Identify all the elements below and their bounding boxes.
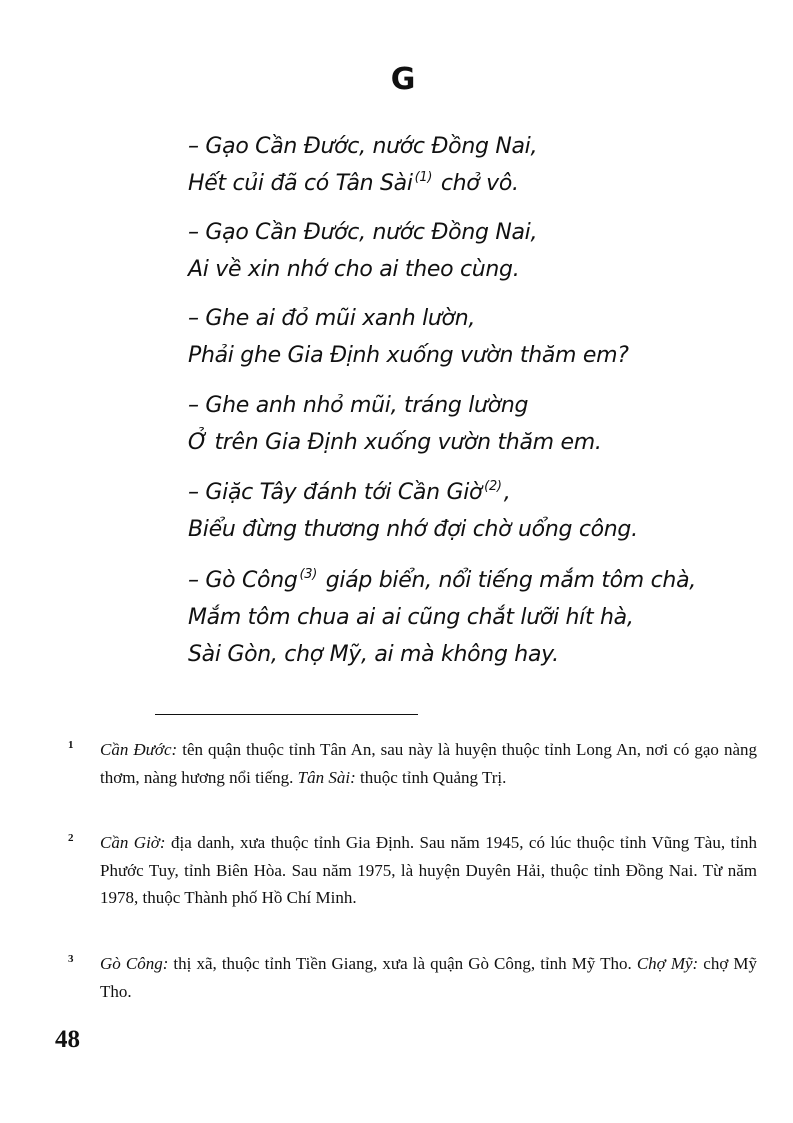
footnote-term: Cần Đước: <box>100 740 178 759</box>
verse-line: – Gạo Cần Đước, nước Đồng Nai, <box>188 220 538 245</box>
verse-line: Sài Gòn, chợ Mỹ, ai mà không hay. <box>188 642 559 667</box>
footnote-ref: (1) <box>414 170 433 185</box>
verse-text: – Giặc Tây đánh tới Cần Giờ <box>188 480 483 505</box>
verse-text: giáp biển, nổi tiếng mắm tôm chà, <box>319 568 696 593</box>
footnote-text: thuộc tỉnh Quảng Trị. <box>355 767 507 787</box>
verse-line: – Ghe anh nhỏ mũi, tráng lường <box>188 393 529 418</box>
footnote-term: Chợ Mỹ: <box>636 954 699 973</box>
verse-line <box>188 165 748 202</box>
footnote-2 <box>68 829 757 912</box>
page-number: 48 <box>55 1026 80 1053</box>
section-letter-heading: G <box>390 62 416 97</box>
verse-stanza-2 <box>188 214 748 288</box>
footnote-text: thị xã, thuộc tỉnh Tiền Giang, xưa là quận Gò Công, tỉnh Mỹ Tho. <box>168 954 637 973</box>
verse-line: – Ghe ai đỏ mũi xanh lườn, <box>188 306 476 331</box>
footnote-ref: (3) <box>299 567 318 582</box>
footnote-1 <box>68 736 757 791</box>
footnote-text: chợ Mỹ Tho. <box>100 954 758 1001</box>
verse-line: Ở trên Gia Định xuống vườn thăm em. <box>188 430 602 455</box>
footnote-number: 2 <box>68 832 74 844</box>
footnote-text: tên quận thuộc tỉnh Tân An, sau này là huyện thuộc tỉnh Long An, nơi có gạo nàng thơm, nàng hương nổi tiếng. <box>100 740 757 787</box>
footnote-ref: (2) <box>484 479 502 494</box>
verse-text: – Gò Công <box>188 568 298 593</box>
footnote-number: 3 <box>68 953 74 965</box>
verse-text: chở vô. <box>434 171 519 196</box>
verse-line: Phải ghe Gia Định xuống vườn thăm em? <box>188 343 629 368</box>
verse-stanza-5 <box>188 474 748 548</box>
verse-stanza-4 <box>188 387 748 461</box>
verse-stanza-1 <box>188 128 748 202</box>
verse-stanza-3 <box>188 300 748 374</box>
verse-line: Biểu đừng thương nhớ đợi chờ uổng công. <box>188 517 638 542</box>
verse-text: , <box>503 480 511 505</box>
verse-line: Ai về xin nhớ cho ai theo cùng. <box>188 257 520 282</box>
footnote-term: Cần Giờ: <box>100 833 166 852</box>
verse-line: – Gạo Cần Đước, nước Đồng Nai, <box>188 134 538 159</box>
footnote-text: địa danh, xưa thuộc tỉnh Gia Định. Sau năm 1945, có lúc thuộc tỉnh Vũng Tàu, tỉnh Phước Tuy, tỉnh Biên Hòa. Sau năm 1975, là huyện Duyên Hải, thuộc tỉnh Đồng Nai. Từ năm 1978, thuộc Thành phố Hồ Chí Minh. <box>100 833 757 907</box>
footnote-number: 1 <box>68 739 74 751</box>
footnote-3 <box>68 950 758 1005</box>
verse-text: Hết củi đã có Tân Sài <box>188 171 413 196</box>
verse-line <box>188 562 748 599</box>
verse-stanza-6 <box>188 562 748 673</box>
verse-line <box>188 474 748 511</box>
footnote-divider <box>155 714 418 715</box>
footnote-term: Gò Công: <box>100 954 169 973</box>
verse-line: Mắm tôm chua ai ai cũng chắt lưỡi hít hà, <box>188 605 634 630</box>
footnote-term: Tân Sài: <box>297 767 356 787</box>
